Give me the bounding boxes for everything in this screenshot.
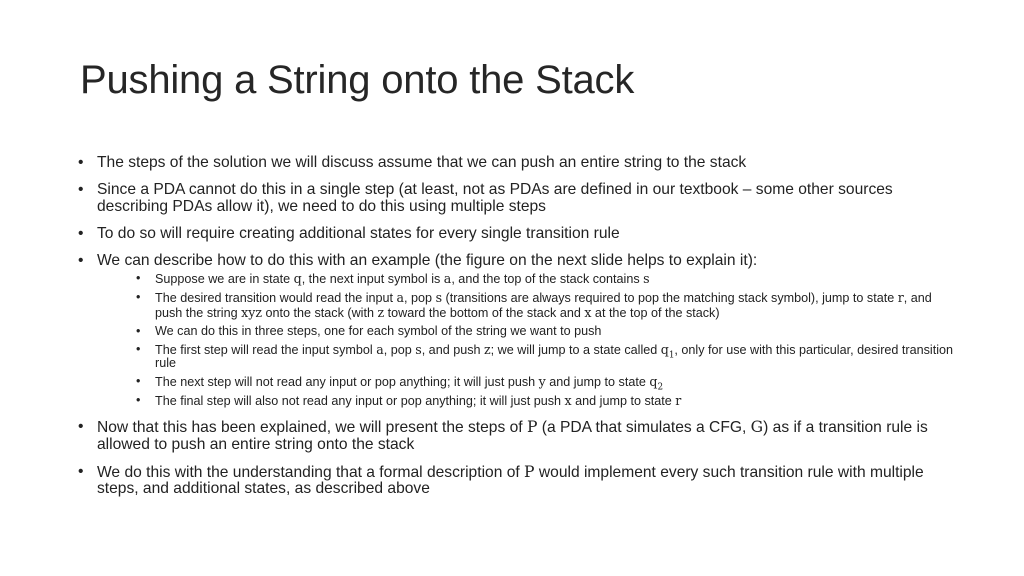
bullet-item-example [78, 253, 958, 409]
text: The next step will not read any input or pop anything; it will just push [155, 375, 539, 389]
text: and jump to state [545, 375, 650, 389]
sub-bullet-item [136, 272, 958, 287]
math-symbol: z [484, 341, 491, 357]
math-symbol: a [376, 341, 384, 357]
math-symbol: r [897, 290, 904, 305]
text: The desired transition would read the input [155, 291, 397, 305]
math-symbol: xyz [241, 304, 262, 320]
math-subscript: 1 [668, 350, 675, 361]
text: ) as if a transition rule is allowed to push an entire string onto the stack [97, 419, 928, 453]
math-symbol: q [649, 374, 658, 389]
sub-bullet-item [136, 374, 958, 393]
bullet-list [78, 155, 958, 508]
text: (a PDA that simulates a CFG, [537, 419, 751, 436]
text: onto the stack (with [261, 305, 378, 320]
bullet-item [78, 419, 958, 453]
text: , the next input symbol is [301, 272, 444, 286]
math-symbol: P [524, 462, 535, 481]
text: We can do this in three steps, one for each symbol of the string we want to push [155, 323, 602, 338]
text: The final step will also not read any input or pop anything; it will just push [155, 394, 565, 408]
sub-bullet-list [97, 272, 958, 409]
text: , only for use with this particular, desired transition rule [155, 342, 954, 370]
text: ; we will jump to a state called [490, 342, 661, 357]
text: and jump to state [571, 394, 676, 408]
math-symbol: s [415, 341, 422, 357]
sub-bullet-item [136, 325, 958, 339]
text: would implement every such transition rule with multiple steps, and additional states, as described above [97, 463, 924, 497]
math-symbol: q [293, 271, 302, 286]
bullet-text: We can describe how to do this with an example (the figure on the next slide helps to explain it): [97, 251, 758, 269]
math-symbol: r [675, 393, 682, 408]
bullet-item: • To do so will require creating additional states for every single transition rule [78, 226, 958, 243]
math-symbol: G [750, 418, 764, 436]
math-symbol: x [584, 304, 592, 320]
bullet-item: • Since a PDA cannot do this in a single step (at least, not as PDAs are defined in our textbook – some other sources describing PDAs allow it), we need to do this using multiple steps [78, 182, 958, 215]
text: , and push the string [155, 291, 932, 320]
math-symbol: a [443, 271, 452, 286]
text: at the top of the stack) [591, 305, 720, 320]
text: toward the bottom of the stack and [384, 305, 585, 320]
math-symbol: a [396, 290, 405, 305]
math-subscript: 2 [657, 382, 664, 393]
sub-bullet-item [136, 291, 958, 320]
math-symbol: z [377, 304, 385, 320]
bullet-item: • The steps of the solution we will discuss assume that we can push an entire string to the stack [78, 155, 958, 172]
text: , and the top of the stack contains [451, 272, 644, 286]
text: We do this with the understanding that a formal description of [97, 463, 525, 481]
text: (transitions are always required to pop the matching stack symbol), jump to state [442, 291, 898, 305]
slide-title: Pushing a String onto the Stack [80, 58, 635, 102]
sub-bullet-item [136, 343, 958, 371]
text: , pop [383, 342, 416, 357]
text: Now that this has been explained, we will present the steps of [97, 419, 527, 436]
math-symbol: s [435, 290, 443, 305]
text: Suppose we are in state [155, 272, 294, 286]
math-symbol: y [538, 374, 546, 389]
math-symbol: s [643, 271, 650, 286]
text: , and push [421, 342, 485, 357]
math-symbol: P [526, 418, 538, 436]
bullet-item [78, 464, 958, 498]
math-symbol: q [660, 341, 669, 357]
sub-bullet-item [136, 394, 958, 409]
text: The first step will read the input symbol [155, 342, 377, 357]
math-symbol: x [564, 393, 572, 408]
text: , pop [404, 291, 436, 305]
